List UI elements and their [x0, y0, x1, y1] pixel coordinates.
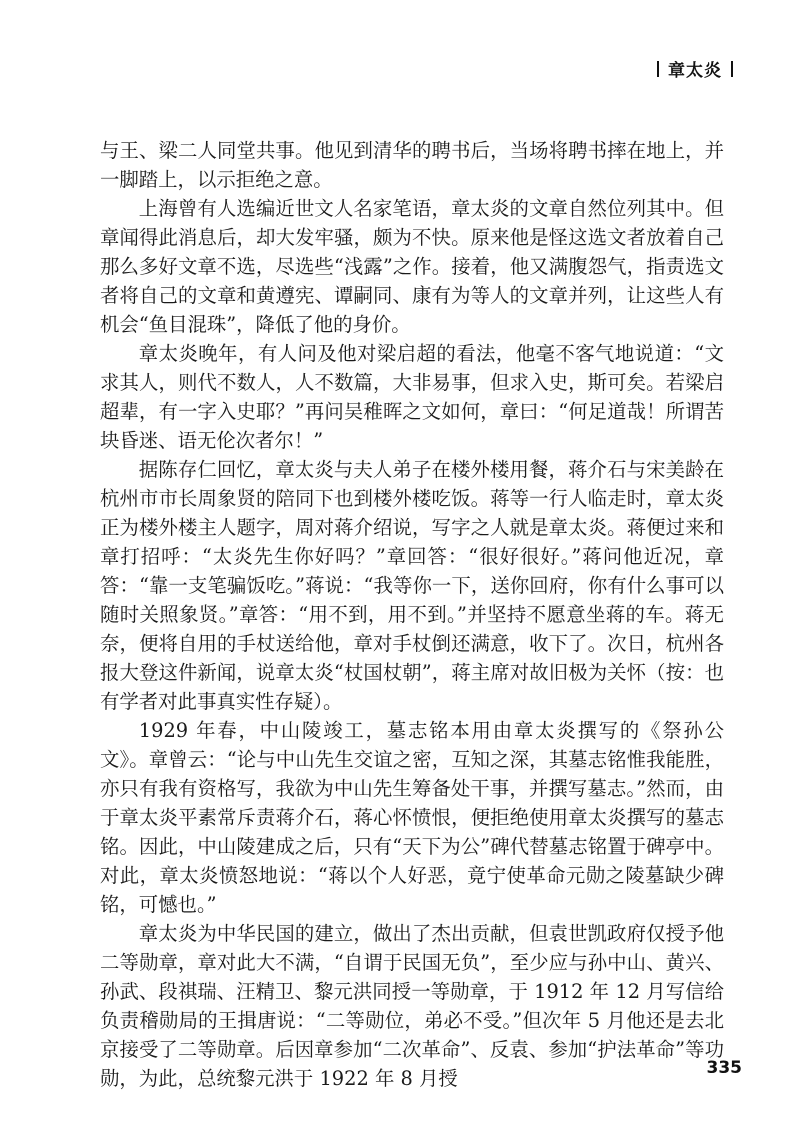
- paragraph-6: 章太炎为中华民国的建立，做出了杰出贡献，但袁世凯政府仅授予他二等勋章，章对此大不满，“自谓于民国无负”，至少应与孙中山、黄兴、孙武、段祺瑞、汪精卫、黎元洪同授一等勋章，于 1912 年 12 月写信给负责稽勋局的王揖唐说：“二等勋位，弟必不受。”但次年 5 月他还是去北京接受了二等勋章。后因章参加“二次革命”、反袁、参加“护法革命”等功勋，为此，总统黎元洪于 1922 年 8 月授: [100, 922, 724, 1090]
- header-right-rule: [731, 61, 733, 77]
- paragraph-2: 上海曾有人选编近世文人名家笔语，章太炎的文章自然位列其中。但章闻得此消息后，却大发牢骚，颇为不快。原来他是怪这选文者放着自己那么多好文章不选，尽选些“浅露”之作。接着，他又满腹怨气，指责选文者将自己的文章和黄遵宪、谭嗣同、康有为等人的文章并列，让这些人有机会“鱼目混珠”，降低了他的身价。: [100, 197, 724, 336]
- paragraph-1: 与王、梁二人同堂共事。他见到清华的聘书后，当场将聘书摔在地上，并一脚踏上，以示拒绝之意。: [100, 139, 724, 191]
- paragraph-3: 章太炎晚年，有人问及他对梁启超的看法，他毫不客气地说道：“文求其人，则代不数人，人不数篇，大非易事，但求入史，斯可矣。若梁启超辈，有一字入史耶？”再问吴稚晖之文如何，章曰：“何足道哉！所谓苦块昏迷、语无伦次者尔！”: [100, 342, 724, 452]
- paragraph-5: 1929 年春，中山陵竣工，墓志铭本用由章太炎撰写的《祭孙公文》。章曾云：“论与中山先生交谊之密，互知之深，其墓志铭惟我能胜，亦只有我有资格写，我欲为中山先生筹备处干事，并撰写墓志。”然而，由于章太炎平素常斥责蒋介石，蒋心怀愤恨，便拒绝使用章太炎撰写的墓志铭。因此，中山陵建成之后，只有“天下为公”碑代替墓志铭置于碑亭中。对此，章太炎愤怒地说：“蒋以个人好恶，竟宁使革命元勋之陵墓缺少碑铭，可憾也。”: [100, 719, 724, 916]
- running-header: [648, 56, 742, 81]
- header-left-rule: [657, 61, 659, 77]
- header-title: 章太炎: [668, 61, 722, 81]
- page-number: 335: [706, 1058, 742, 1078]
- body-text: [100, 136, 724, 1093]
- paragraph-4: 据陈存仁回忆，章太炎与夫人弟子在楼外楼用餐，蒋介石与宋美龄在杭州市市长周象贤的陪同下也到楼外楼吃饭。蒋等一行人临走时，章太炎正为楼外楼主人题字，周对蒋介绍说，写字之人就是章太炎。蒋便过来和章打招呼：“太炎先生你好吗？”章回答：“很好很好。”蒋问他近况，章答：“靠一支笔骗饭吃。”蒋说：“我等你一下，送你回府，你有什么事可以随时关照象贤。”章答：“用不到，用不到。”并坚持不愿意坐蒋的车。蒋无奈，便将自用的手杖送给他，章对手杖倒还满意，收下了。次日，杭州各报大登这件新闻，说章太炎“杖国杖朝”，蒋主席对故旧极为关怀（按：也有学者对此事真实性存疑）。: [100, 458, 724, 713]
